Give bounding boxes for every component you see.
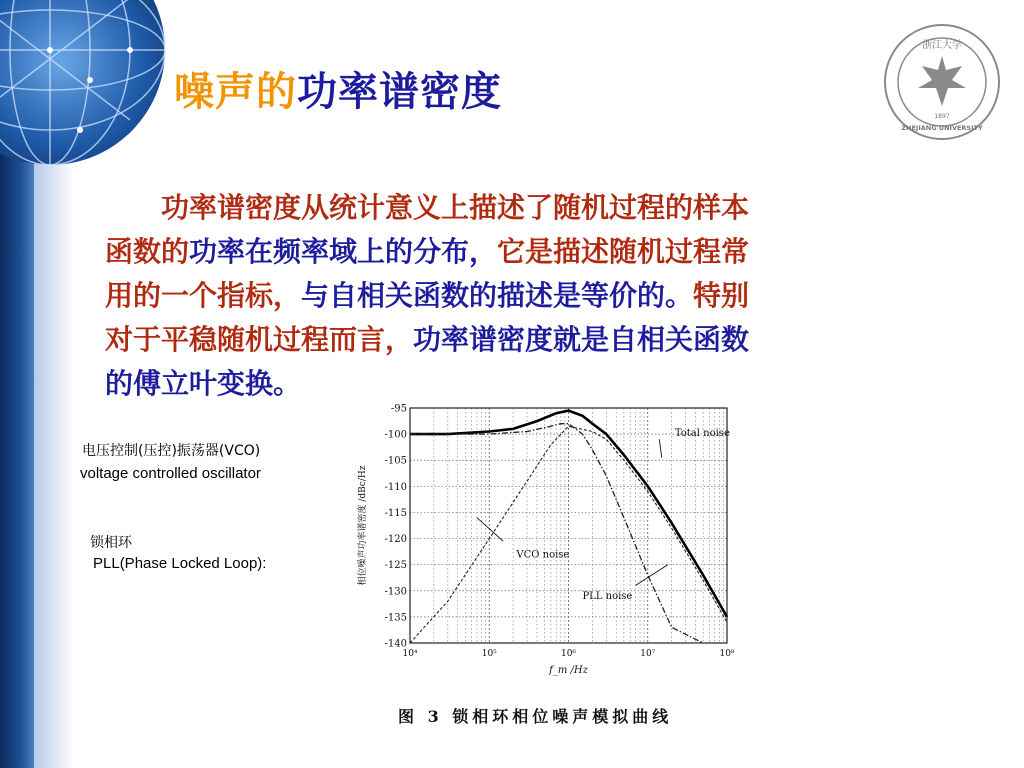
y-tick-label: -140 bbox=[384, 638, 407, 650]
annotation-label: VCO noise bbox=[516, 549, 570, 561]
pll-label-chinese: 锁相环 bbox=[90, 535, 132, 551]
paragraph-segment: 功率谱密度从统计意义上描述了随机过程的样本 bbox=[161, 191, 750, 224]
y-tick-label: -95 bbox=[390, 403, 407, 415]
y-tick-label: -110 bbox=[384, 481, 407, 493]
zhejiang-university-logo bbox=[882, 22, 1002, 142]
annotation-label: PLL noise bbox=[582, 591, 633, 603]
paragraph-line-2 bbox=[105, 230, 905, 274]
figure-caption: 图 3 锁相环相位噪声模拟曲线 bbox=[398, 707, 673, 726]
title-part-psd: 功率谱密度 bbox=[297, 69, 502, 115]
x-tick-label: 10⁵ bbox=[481, 649, 497, 659]
y-tick-label: -105 bbox=[384, 455, 407, 467]
y-tick-label: -125 bbox=[384, 560, 407, 572]
paragraph-line-1 bbox=[105, 186, 905, 230]
paragraph-segment: 它是描述随机过程常 bbox=[497, 235, 750, 268]
y-tick-label: -135 bbox=[384, 612, 407, 624]
x-tick-label: 10⁸ bbox=[719, 649, 735, 659]
series-line-pll-noise bbox=[410, 424, 703, 643]
y-axis-label: 相位噪声功率谱密度 /dBc/Hz bbox=[358, 465, 368, 586]
y-tick-label: -120 bbox=[384, 534, 407, 546]
left-decor-fade bbox=[34, 150, 74, 768]
paragraph-segment: 功率在频率域上的分布， bbox=[189, 235, 498, 268]
svg-text:浙江大学: 浙江大学 bbox=[922, 40, 962, 51]
x-tick-label: 10⁶ bbox=[560, 649, 577, 659]
pll-label-english: PLL(Phase Locked Loop): bbox=[93, 555, 267, 572]
vco-label-chinese: 电压控制(压控)振荡器(VCO) bbox=[82, 443, 261, 459]
paragraph-segment: 与自相关函数的描述是等价的。 bbox=[301, 279, 694, 312]
paragraph-segment: 功率谱密度就是自相关函数 bbox=[413, 323, 750, 356]
svg-text:ZHEJIANG UNIVERSITY: ZHEJIANG UNIVERSITY bbox=[901, 124, 983, 132]
x-tick-label: 10⁷ bbox=[640, 649, 656, 659]
paragraph-segment: 的傅立叶变换。 bbox=[105, 367, 302, 400]
svg-text:1897: 1897 bbox=[934, 113, 950, 120]
page-title bbox=[174, 60, 502, 117]
y-tick-label: -100 bbox=[384, 429, 407, 441]
x-tick-label: 10⁴ bbox=[402, 649, 418, 659]
paragraph-segment: 特别 bbox=[693, 279, 750, 312]
phase-noise-chart bbox=[345, 393, 745, 728]
paragraph-line-3 bbox=[105, 274, 905, 318]
annotation-leader bbox=[635, 565, 668, 586]
annotation-leader bbox=[659, 439, 661, 457]
paragraph-segment: 对于平稳随机过程而言， bbox=[105, 323, 414, 356]
paragraph-segment: 函数的 bbox=[105, 235, 190, 268]
globe-icon bbox=[0, 0, 170, 170]
y-tick-label: -130 bbox=[384, 586, 407, 598]
phase-noise-chart-svg bbox=[345, 393, 745, 693]
x-axis-label: f_m /Hz bbox=[549, 665, 588, 676]
annotation-label: Total noise bbox=[674, 428, 730, 440]
title-part-noise: 噪声的 bbox=[174, 69, 297, 115]
y-tick-label: -115 bbox=[384, 507, 407, 519]
paragraph-line-4 bbox=[105, 318, 905, 362]
description-paragraph bbox=[105, 186, 905, 406]
paragraph-segment: 用的一个指标， bbox=[105, 279, 302, 312]
vco-label-english: voltage controlled oscillator bbox=[80, 465, 261, 482]
